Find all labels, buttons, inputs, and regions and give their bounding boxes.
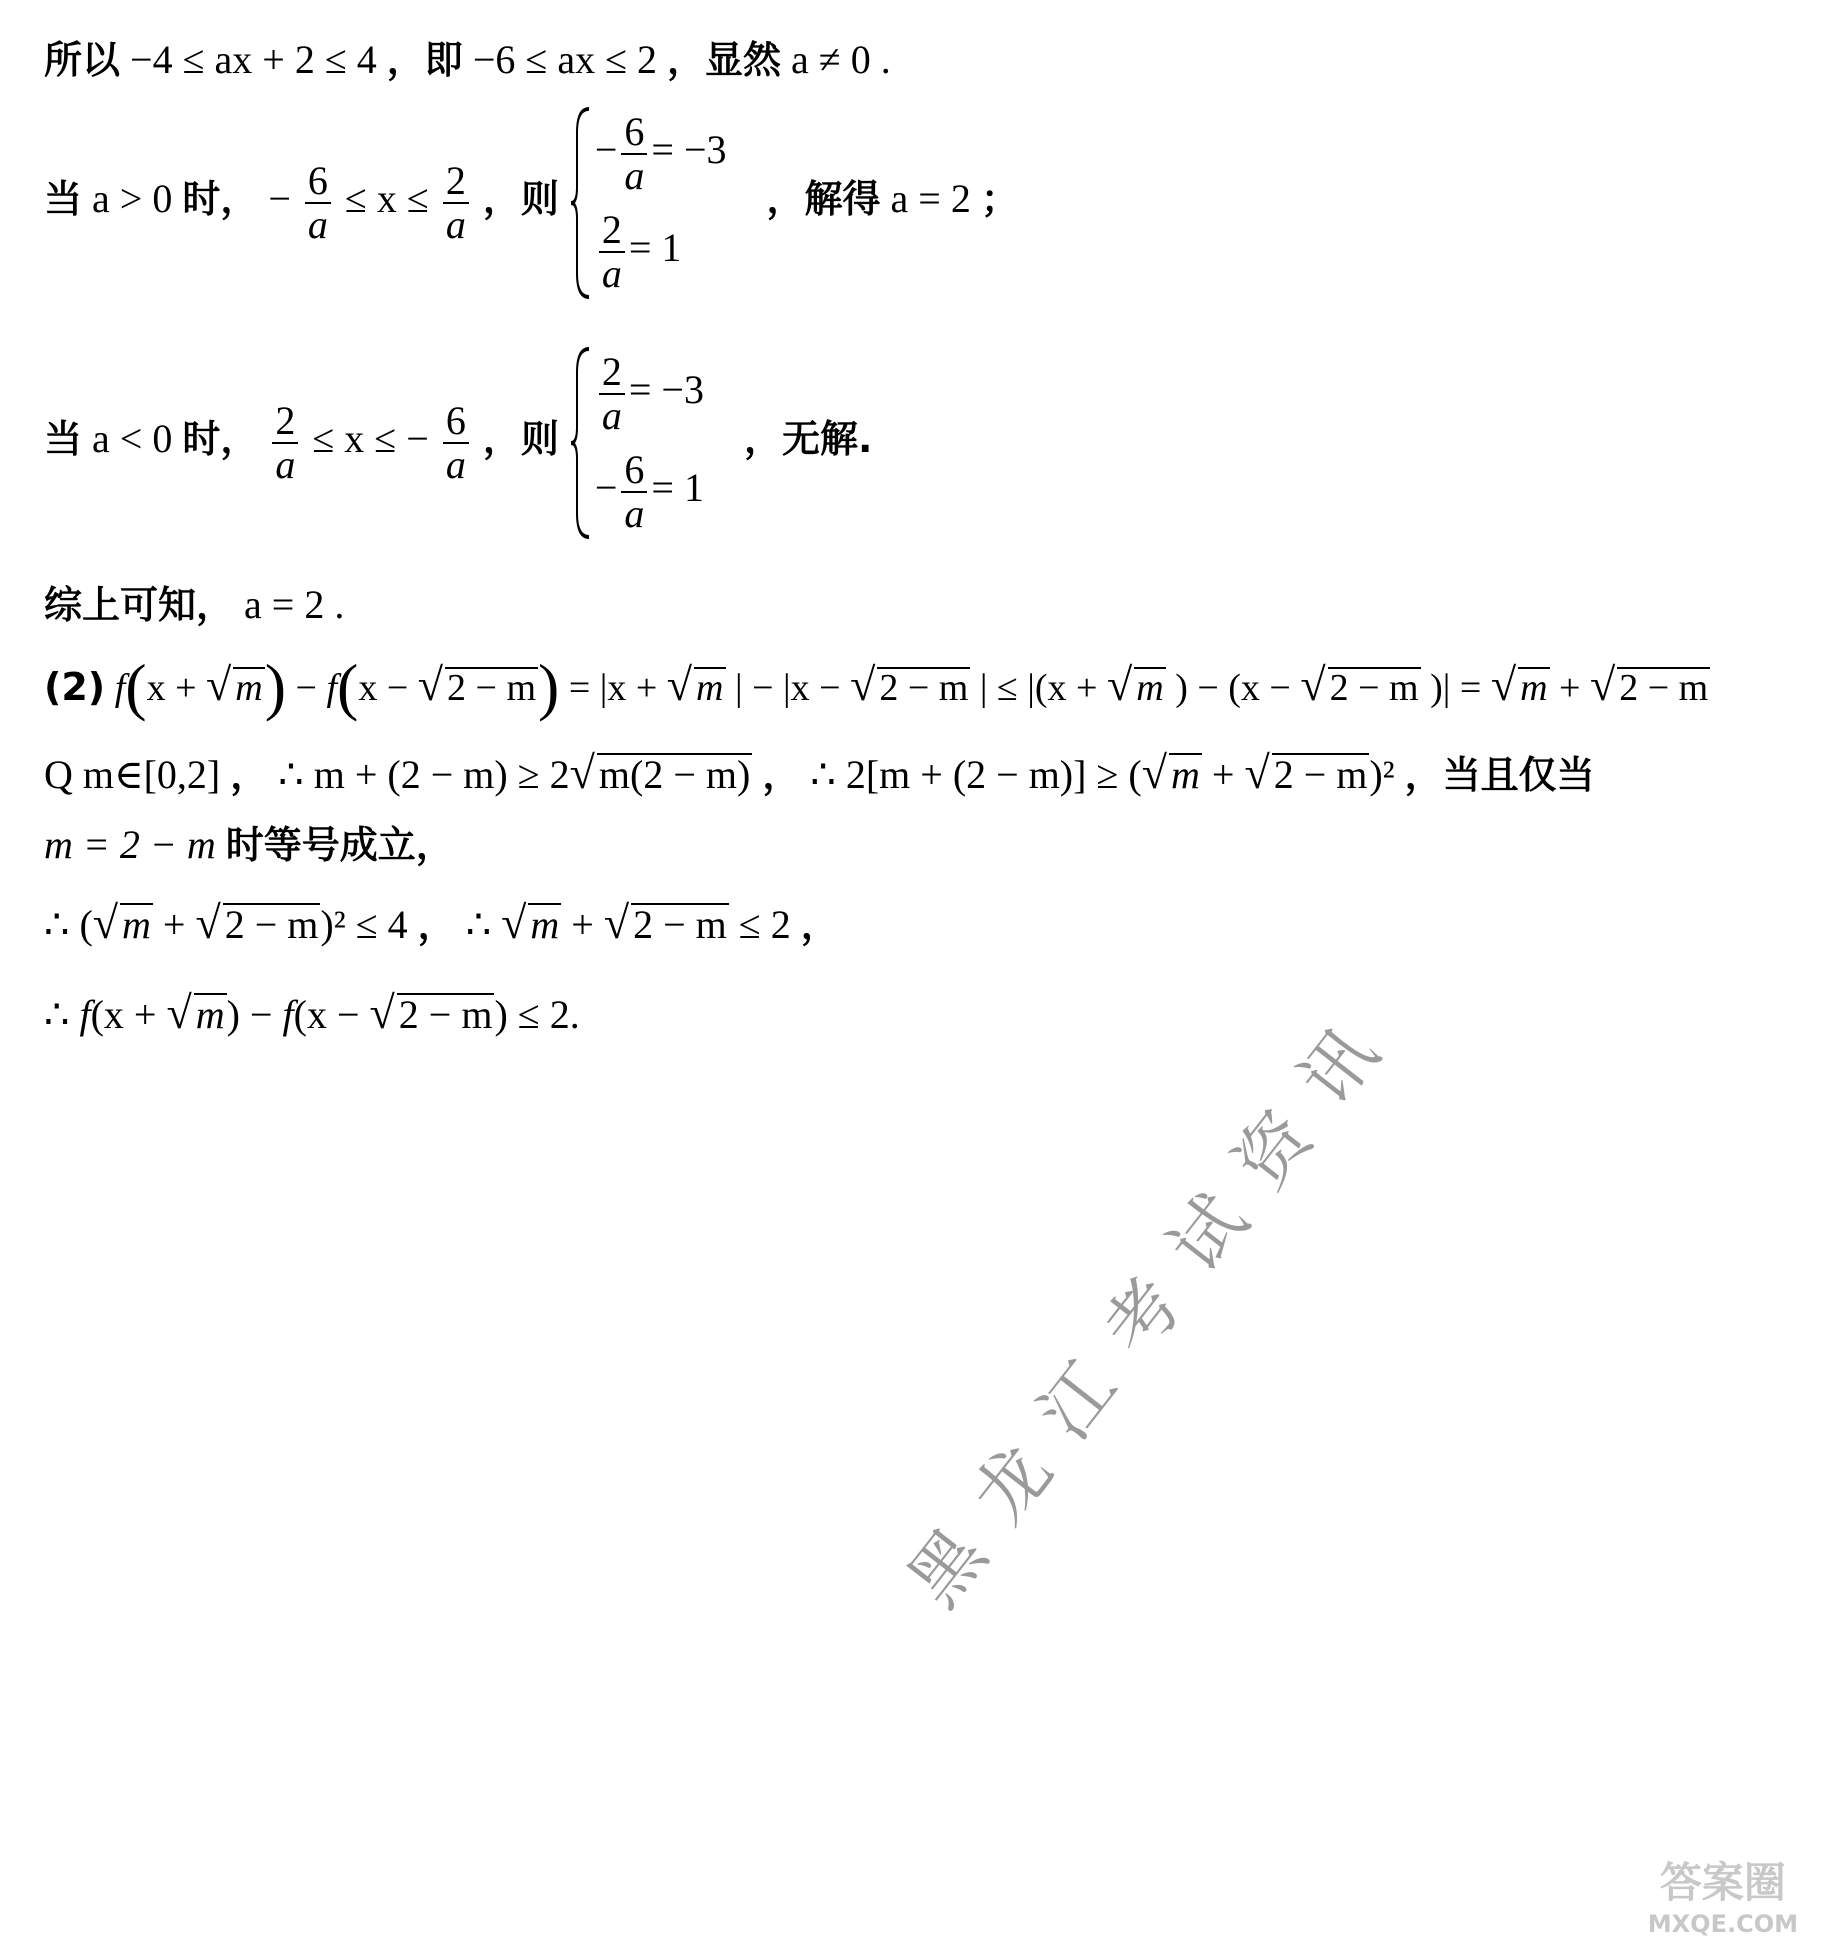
numerator: 2 (443, 160, 469, 204)
text-zh: 当 (44, 177, 83, 222)
math-expr: ∴ (44, 992, 80, 1037)
text-zh: ，即 (386, 38, 463, 82)
text-zh: ，显然 (667, 38, 782, 82)
rhs: = 1 (651, 465, 704, 511)
math-expr: )² ≤ 4 (320, 902, 408, 947)
rhs: = 1 (628, 225, 682, 271)
numerator: 2 (599, 209, 625, 253)
radicand: m(2 − m) (598, 752, 751, 797)
sqrt-icon: √ (569, 747, 595, 798)
system-row (595, 345, 704, 443)
sqrt-icon: √ (1106, 659, 1133, 710)
math-expr: ) − (x − (1175, 667, 1301, 709)
math-expr: + (1201, 752, 1245, 797)
sqrt-icon: √ (1589, 659, 1616, 710)
q-glyph: Q (44, 752, 73, 797)
radicand: m (195, 992, 225, 1037)
math-expr: − (295, 667, 327, 709)
rhs: = −3 (651, 127, 727, 173)
fraction (621, 111, 647, 197)
text-zh: ， (762, 753, 801, 797)
part-label: (2) (44, 665, 106, 709)
math-expr: (x + (90, 992, 167, 1037)
text-zh: ， (800, 903, 839, 947)
text-zh: 所以 (44, 38, 121, 82)
radicand: m (235, 667, 263, 709)
func-f: f (114, 667, 126, 709)
numerator: 6 (305, 160, 331, 204)
watermark: 黑龙江考试资讯 (891, 985, 1415, 1622)
math-expr: ) − (226, 992, 283, 1037)
denominator: a (601, 393, 622, 438)
radicand: m (1520, 667, 1548, 709)
radicand: 2 − m (224, 902, 319, 947)
math-expr: | ≤ |(x + (979, 667, 1107, 709)
sqrt-icon: √ (850, 659, 876, 710)
line-1 (44, 37, 891, 82)
math-expr: a < 0 (92, 416, 173, 462)
math-expr: )| = (1430, 667, 1491, 709)
period: . (880, 37, 891, 82)
math-expr: a > 0 (92, 176, 173, 222)
sqrt-icon: √ (1244, 747, 1270, 798)
math-expr: ∴ (465, 902, 502, 947)
logo-url: MXQE.COM (1647, 1910, 1798, 1938)
sqrt-icon: √ (603, 897, 630, 948)
math-expr: ≤ x ≤ (344, 176, 429, 222)
radicand: 2 − m (1619, 667, 1709, 709)
text-zh: ，则 (482, 417, 559, 462)
logo-text: 答案圈 (1659, 1858, 1786, 1907)
equation-system (569, 105, 727, 301)
math-expr: ) ≤ 2. (494, 992, 580, 1037)
text-zh: 时， (182, 177, 259, 222)
line-7 (44, 822, 454, 867)
fraction (272, 400, 298, 486)
fraction (443, 400, 469, 486)
sqrt-icon: √ (206, 659, 232, 710)
denominator: a (445, 442, 466, 487)
math-expr: −6 ≤ ax ≤ 2 (472, 37, 658, 82)
math-expr: m = 2 − m (44, 822, 216, 867)
math-expr: ≤ x ≤ − (312, 416, 429, 462)
minus-sign: − (594, 465, 618, 511)
denominator: a (601, 251, 622, 296)
math-expr: m∈[0,2] (82, 752, 221, 797)
text-zh: ，则 (482, 177, 559, 222)
math-expr: ∴ m + (2 − m) ≥ 2 (278, 752, 570, 797)
fraction (443, 160, 469, 246)
text-zh: ，解得 (766, 177, 881, 222)
math-expr: −4 ≤ ax + 2 ≤ 4 (130, 37, 377, 82)
sqrt-icon: √ (369, 987, 395, 1038)
radicand: m (696, 667, 724, 709)
math-expr: )² (1369, 752, 1395, 797)
period: . (334, 582, 345, 627)
math-expr: ∴ ( (44, 902, 93, 947)
math-expr: ∴ 2[m + (2 − m)] ≥ ( (810, 752, 1142, 797)
text-zh: 综上可知， (44, 583, 235, 627)
fraction (305, 160, 331, 246)
numerator: 2 (272, 400, 298, 444)
radicand: m (122, 902, 151, 947)
text-zh: ， (417, 903, 456, 947)
numerator: 2 (599, 351, 625, 395)
sqrt-icon: √ (1490, 659, 1517, 710)
minus-sign: − (268, 176, 291, 222)
math-expr: + (1559, 667, 1590, 709)
sqrt-icon: √ (195, 897, 221, 948)
math-expr: | − |x − (735, 667, 851, 709)
radicand: 2 − m (1273, 752, 1368, 797)
text-zh: ； (980, 177, 1019, 222)
corner-logo (1648, 1850, 1798, 1938)
func-f: f (282, 992, 294, 1037)
math-expr: + (561, 902, 604, 947)
numerator: 6 (443, 400, 469, 444)
text-zh: ， (230, 753, 269, 797)
radicand: 2 − m (398, 992, 493, 1037)
math-expr: x − (358, 667, 418, 709)
text-zh: ，无解. (743, 417, 873, 462)
math-expr: + (152, 902, 196, 947)
paren: ) (264, 651, 287, 722)
sqrt-icon: √ (92, 897, 119, 948)
sqrt-icon: √ (501, 897, 527, 948)
math-expr: a ≠ 0 (791, 37, 871, 82)
sqrt-icon: √ (166, 987, 192, 1038)
sqrt-icon: √ (666, 659, 693, 710)
paren: ( (337, 651, 359, 722)
brace-icon (569, 105, 593, 301)
minus-sign: − (594, 127, 618, 173)
system-row (595, 105, 727, 203)
line-5 (44, 651, 1710, 722)
math-expr: = |x + (568, 667, 667, 709)
denominator: a (307, 202, 328, 247)
radicand: m (530, 902, 560, 947)
func-f: f (79, 992, 91, 1037)
text-zh: 当 (44, 417, 83, 462)
math-expr: (x − (293, 992, 370, 1037)
rhs: = −3 (628, 367, 704, 413)
fraction (621, 449, 647, 535)
system-row (595, 203, 727, 301)
numerator: 6 (621, 111, 647, 155)
math-expr: x + (146, 667, 206, 709)
fraction (599, 351, 625, 437)
line-8 (44, 897, 839, 948)
text-zh: 时等号成立， (225, 823, 454, 867)
line-2 (44, 105, 1019, 301)
radicand: 2 − m (447, 667, 537, 709)
paren: ) (538, 651, 560, 722)
paren: ( (125, 651, 147, 722)
math-expr: ≤ 2 (728, 902, 791, 947)
text-zh: ，当且仅当 (1404, 753, 1595, 797)
radicand: 2 − m (633, 902, 727, 947)
sqrt-icon: √ (417, 659, 444, 710)
math-expr: a = 2 (244, 582, 325, 627)
radicand: 2 − m (1329, 667, 1419, 709)
line-9 (44, 987, 580, 1038)
text-zh: 时， (182, 417, 259, 462)
denominator: a (624, 153, 645, 198)
line-3 (44, 345, 872, 541)
func-f: f (326, 667, 338, 709)
numerator: 6 (621, 449, 647, 493)
radicand: m (1170, 752, 1200, 797)
radicand: 2 − m (879, 667, 969, 709)
sqrt-icon: √ (1300, 659, 1326, 710)
math-expr: a = 2 (890, 176, 971, 222)
line-6 (44, 747, 1595, 798)
denominator: a (275, 442, 296, 487)
brace-icon (569, 345, 593, 541)
equation-system (569, 345, 704, 541)
radicand: m (1136, 667, 1164, 709)
system-row (595, 443, 704, 541)
sqrt-icon: √ (1141, 747, 1167, 798)
denominator: a (445, 202, 466, 247)
denominator: a (624, 491, 645, 536)
fraction (599, 209, 625, 295)
line-4 (44, 582, 345, 627)
